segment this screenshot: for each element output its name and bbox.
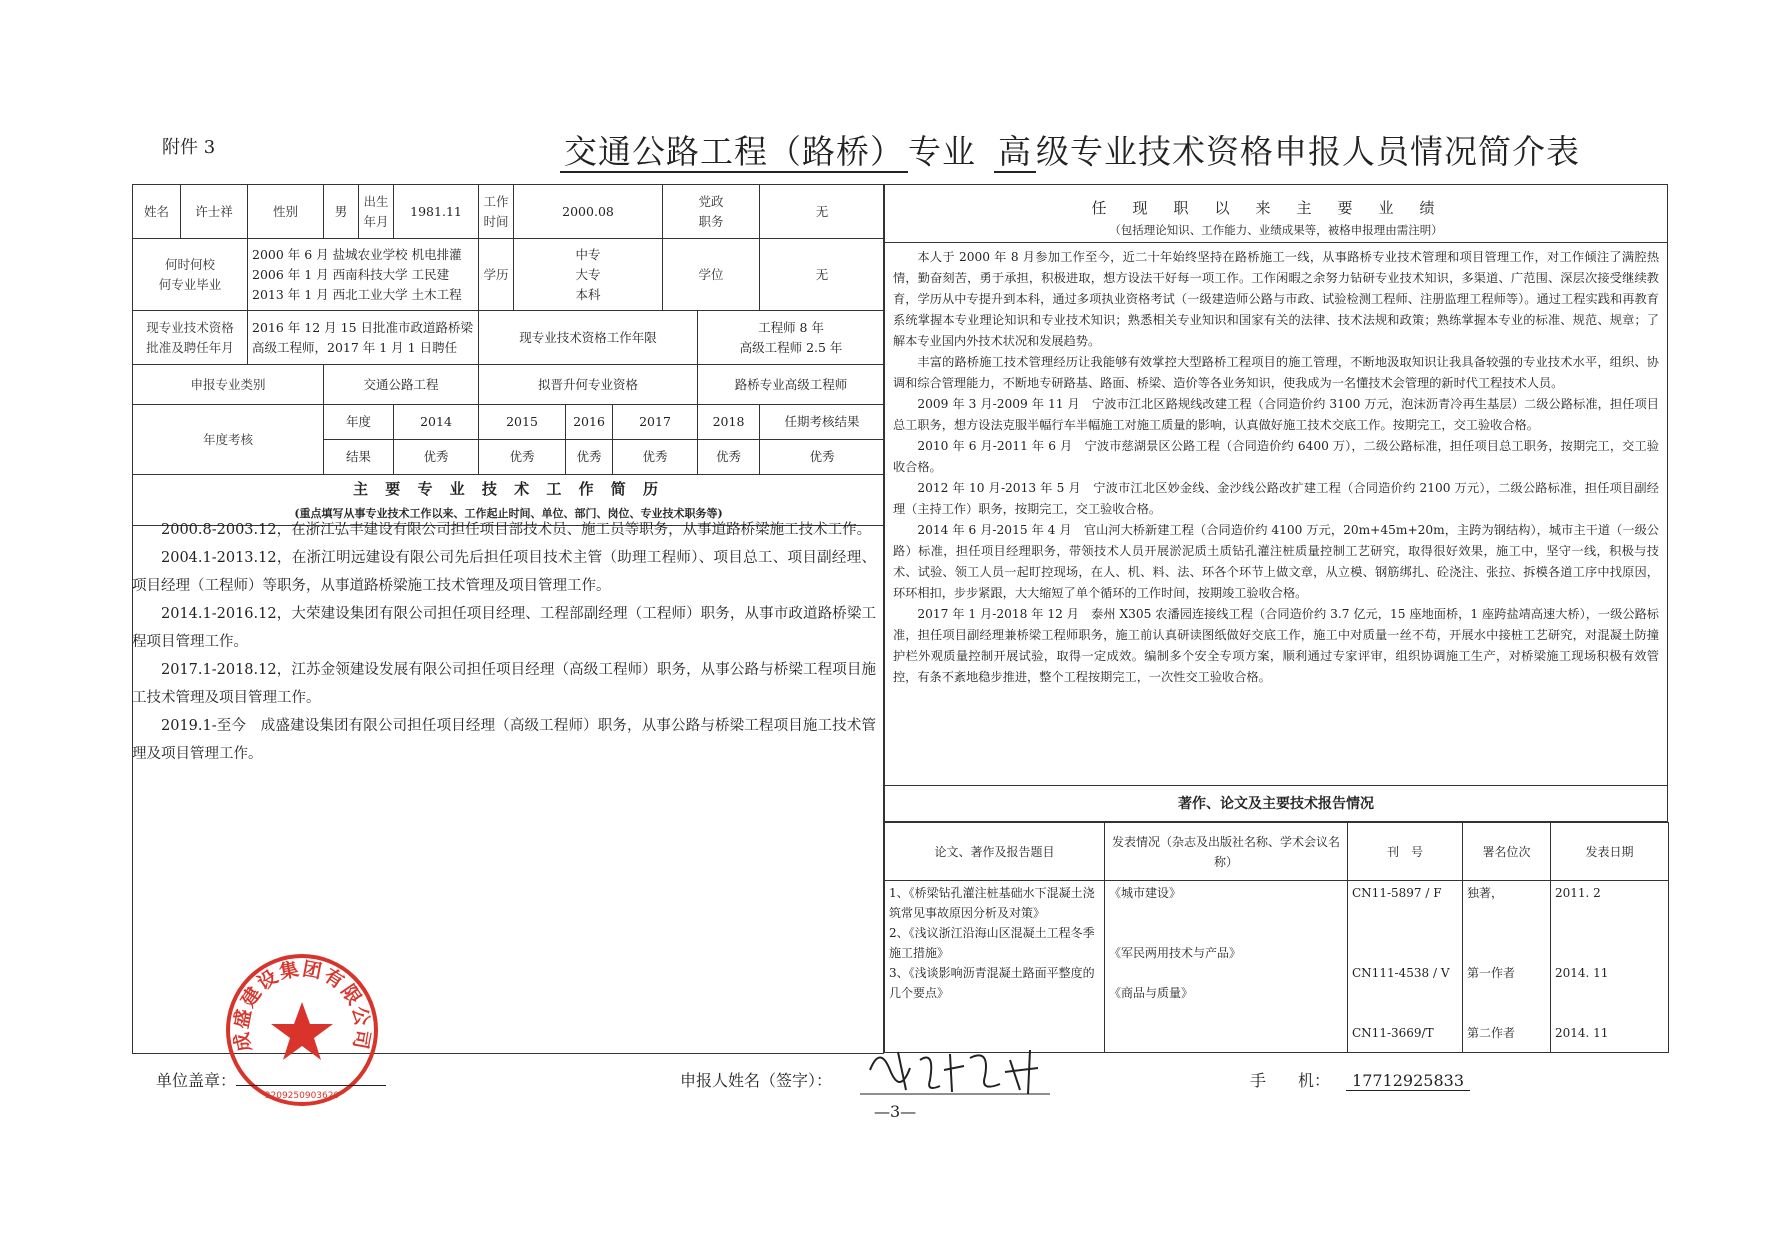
assessment-result: 优秀 [613,440,698,475]
publication-venues: 《城市建设》 《军民两用技术与产品》 《商品与质量》 [1105,881,1348,1053]
assessment-result: 优秀 [566,440,613,475]
assessment-label: 年度考核 [133,405,324,475]
achievement-item: 本人于 2000 年 8 月参加工作至今，近二十年始终坚持在路桥施工一线，从事路桥专业技术管理和项目管理工作，对工作倾注了满腔热情，勤奋刻苦，勇于承担，积极进取，想方设法干好每一项工作。工作闲暇之余努力钻研专业技术知识，多渠道、广范围、深层次接受继续教育，学历从中专提升到本科，通过多项执业资格考试（一级建造师公路与市政、试验检测工程师、注册监理工程师等）。通过工程实践和再教育系统掌握本专业理论知识和专业技术知识；熟悉相关专业知识和国家有关的法律、技术法规和政策；熟练掌握本专业的标准、规范、规章；了解本专业国内外技术状况和发展趋势。 [893,250,1659,348]
achievements-title: 任现职以来主要业绩 [1091,199,1461,217]
applicant-signature-field [680,1068,832,1091]
col-header-title: 论文、著作及报告题目 [885,823,1105,881]
work-history-item: 2000.8-2003.12，在浙江弘丰建设有限公司担任项目部技术员、施工员等职务，从事道路桥梁施工技术工作。 [161,522,872,538]
work-history-body [132,516,876,768]
handwritten-signature [860,1040,1050,1100]
assessment-year: 2015 [479,405,566,440]
category-value: 交通公路工程 [324,365,479,405]
col-header-date: 发表日期 [1551,823,1669,881]
birth-value: 1981.11 [394,185,479,239]
birth-label: 出生 年月 [359,185,394,239]
degree-value: 无 [760,239,885,311]
qualification-detail: 2016 年 12 月 15 日批准市政道路桥梁高级工程师，2017 年 1 月 1 日聘任 [248,311,479,365]
work-history-item: 2014.1-2016.12，大荣建设集团有限公司担任项目经理、工程部副经理（工程师）职务，从事市政道路桥梁工程项目管理工作。 [132,606,876,650]
achievement-item: 2017 年 1 月-2018 年 12 月 泰州 X305 农潘园连接线工程（合同造价约 3.7 亿元，15 座地面桥，1 座跨盐靖高速大桥），一级公路标准，担任项目副经理兼桥梁工程师职务，施工前认真研读图纸做好交底工作，施工中对质量一丝不苟，开展水中接桩工艺研究，对混凝土防撞护栏外观质量控制开展试验，取得一定成效。编制多个安全专项方案，顺利通过专家评审，组织协调施工生产，对桥梁施工现场积极有效管控，有条不紊地稳步推进，整个工程按期完工，一次性交工验收合格。 [893,607,1659,684]
target-value: 路桥专业高级工程师 [698,365,885,405]
target-label: 拟晋升何专业资格 [479,365,698,405]
profile-table [132,184,885,526]
publication-titles: 1、《桥梁钻孔灌注桩基础水下混凝土浇筑常见事故原因分析及对策》 2、《浅议浙江沿海山区混凝土工程冬季施工措施》 3、《浅谈影响沥青混凝土路面平整度的几个要点》 [885,881,1105,1053]
col-header-venue: 发表情况（杂志及出版社名称、学术会议名称） [1105,823,1348,881]
seal-number: 3209250903620 [264,1091,340,1101]
school-label: 何时何校 何专业毕业 [133,239,248,311]
party-label: 党政 职务 [663,185,760,239]
qualification-label: 现专业技术资格 批准及聘任年月 [133,311,248,365]
work-history-item: 2017.1-2018.12，江苏金领建设发展有限公司担任项目经理（高级工程师）职务，从事公路与桥梁工程项目施工技术管理及项目管理工作。 [132,662,876,706]
category-label: 申报专业类别 [133,365,324,405]
edu-label: 学历 [479,239,514,311]
col-header-issn: 刊 号 [1348,823,1463,881]
year-row-label: 年度 [324,405,394,440]
assessment-year: 2016 [566,405,613,440]
publication-issns: CN11-5897 / F CN111-4538 / V CN11-3669/T [1348,881,1463,1053]
publications-table [884,822,1669,1053]
assessment-result: 优秀 [394,440,479,475]
degree-label: 学位 [663,239,760,311]
work-start-value: 2000.08 [514,185,663,239]
achievement-item: 2014 年 6 月-2015 年 4 月 官山河大桥新建工程（合同造价约 4100 万元，20m+45m+20m，主跨为钢结构），城市主干道（一级公路）标准，担任项目经理职务，带领技术人员开展淤泥质土质钻孔灌注桩质量控制工艺研究，取得很好效果，施工中，坚守一线，积极与技术、试验、领工人员一起盯控现场，在人、机、料、法、环各个环节上做文章，从立模、钢筋绑扎、砼浇注、张拉、拆模各道工序中找原因，环环相扣，步步紧跟，大大缩短了单个循环的工作时间，按期竣工验收合格。 [893,523,1659,600]
achievement-item: 2012 年 10 月-2013 年 5 月 宁波市江北区妙金线、金沙线公路改扩建工程（合同造价约 2100 万元），二级公路标准，担任项目副经理（主持工作）职务，按期完工，交工验收合格。 [893,481,1659,516]
assessment-result: 优秀 [479,440,566,475]
work-start-label: 工作 时间 [479,185,514,239]
page-title: 交通公路工程（路桥） 专业 高 级专业技术资格申报人员情况简介表 [560,126,1580,173]
years-label: 现专业技术资格工作年限 [479,311,698,365]
achievement-item: 丰富的路桥施工技术管理经历让我能够有效掌控大型路桥工程项目的施工管理，不断地汲取知识让我具备较强的专业技术水平，组织、协调和综合管理能力，不断地专研路基、路面、桥梁、造价等各业务知识，使我成为一名懂技术会管理的新时代工程技术人员。 [893,355,1659,390]
achievements-section [884,184,1668,786]
seal-text: 成盛建设集团有限公司 [230,957,374,1054]
publications-title: 著作、论文及主要技术报告情况 [884,786,1668,822]
achievements-body [885,243,1667,692]
school-detail: 2000 年 6 月 盐城农业学校 机电排灌 2006 年 1 月 西南科技大学 工民建 2013 年 1 月 西北工业大学 土木工程 [248,239,479,311]
publication-dates: 2011. 2 2014. 11 2014. 11 [1551,881,1669,1053]
unit-seal-field [156,1068,386,1091]
achievement-item: 2009 年 3 月-2009 年 11 月 宁波市江北区路规线改建工程（合同造价约 3100 万元，泡沫沥青冷再生基层）二级公路标准，担任项目总工职务，想方设法克服半幅行车半幅施工对施工质量的影响，认真做好施工技术交底工作。按期完工，交工验收合格。 [893,397,1659,432]
page-number: —3— [874,1102,917,1121]
name-value: 许士祥 [181,185,248,239]
achievement-item: 2010 年 6 月-2011 年 6 月 宁波市慈湖景区公路工程（合同造价约 6400 万），二级公路标准，担任项目总工职务，按期完工，交工验收合格。 [893,439,1659,474]
name-label: 姓名 [133,185,181,239]
work-history-subtitle: (重点填写从事专业技术工作以来、工作起止时间、单位、部门、岗位、专业技术职务等) [133,503,885,525]
assessment-year: 2017 [613,405,698,440]
work-history-title: 主 要 专 业 技 术 工 作 简 历 [133,475,885,504]
achievements-subtitle: （包括理论知识、工作能力、业绩成果等，被格申报理由需注明） [885,222,1667,243]
result-row-label: 结果 [324,440,394,475]
col-header-rank: 署名位次 [1463,823,1551,881]
assessment-year: 2014 [394,405,479,440]
phone-value: 17712925833 [1346,1071,1470,1091]
applicant-name-label: 申报人姓名（签字）： [680,1071,833,1090]
years-value: 工程师 8 年 高级工程师 2.5 年 [698,311,885,365]
attachment-label: 附件 3 [162,137,216,158]
edu-value: 中专 大专 本科 [514,239,663,311]
phone-label: 手 机： [1250,1071,1331,1090]
assessment-result: 优秀 [698,440,760,475]
term-label: 任期考核结果 [760,405,885,440]
gender-label: 性别 [248,185,324,239]
publication-ranks: 独著， 第一作者 第二作者 [1463,881,1551,1053]
assessment-year: 2018 [698,405,760,440]
phone-field [1250,1068,1470,1091]
party-value: 无 [760,185,885,239]
unit-seal-label: 单位盖章： [156,1071,237,1090]
work-history-item: 2004.1-2013.12，在浙江明远建设有限公司先后担任项目技术主管（助理工程师）、项目总工、项目副经理、项目经理（工程师）等职务，从事道路桥梁施工技术管理及项目管理工作。 [132,550,876,594]
work-history-item: 2019.1-至今 成盛建设集团有限公司担任项目经理（高级工程师）职务，从事公路与桥梁工程项目施工技术管理及项目管理工作。 [132,718,876,762]
gender-value: 男 [324,185,359,239]
term-result: 优秀 [760,440,885,475]
